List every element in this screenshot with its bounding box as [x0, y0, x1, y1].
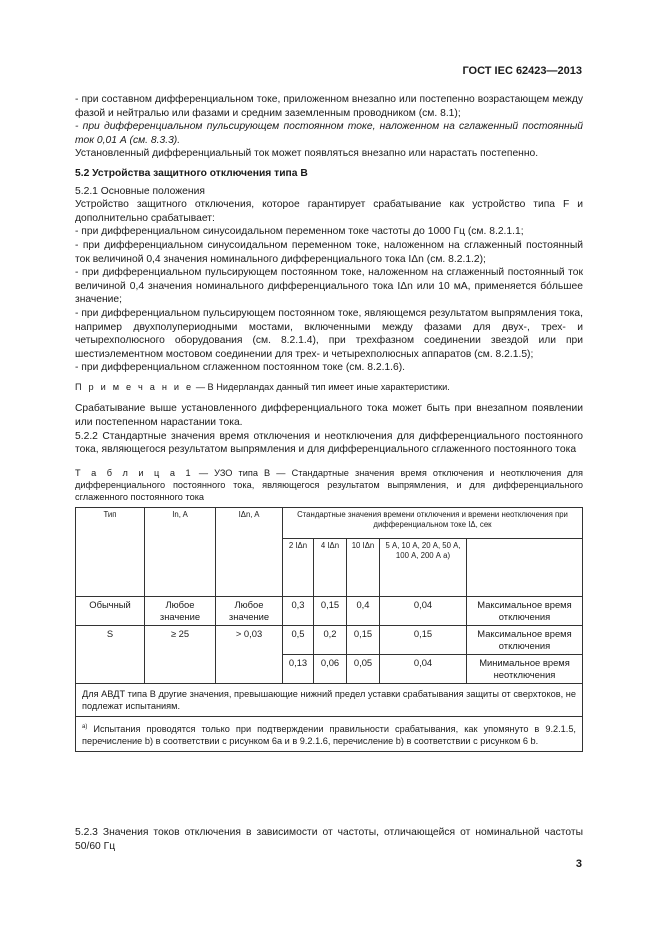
list-intro: Устройство защитного отключения, которое гарантирует срабатывание как устройство типа F и дополнительно срабатывает:: [75, 199, 583, 224]
cell: 0,15: [314, 596, 347, 625]
paragraph-italic: - при дифференциальном пульсирующем постоянном токе, наложенном на сглаженный постоянный ток 0,01 А (см. 8.3.3).: [75, 121, 583, 146]
cell: Обычный: [76, 596, 145, 625]
table-footnote-a: [76, 716, 583, 751]
header-current-values: 5 А, 10 А, 20 А, 50 А, 100 А, 200 А a): [380, 538, 467, 596]
cell: 0,3: [283, 596, 314, 625]
list-item: - при дифференциальном синусоидальном переменном токе частоты до 1000 Гц (см. 8.2.1.1;: [75, 226, 524, 238]
table-caption-label: Т а б л и ц а 1: [75, 467, 193, 478]
header-idn: IΔn, A: [216, 507, 283, 596]
header-times: Стандартные значения времени отключения и времени неотключения при дифференциальном токе IΔ, сек: [283, 507, 583, 538]
cell: Минимальное время неотключения: [467, 654, 583, 683]
paragraph: - при составном дифференциальном токе, приложенном внезапно или постепенно возрастающем между фазой и нейтралью или фазами и средним заземленным проводником (см. 8.1);: [75, 94, 583, 119]
cell: Максимальное время отключения: [467, 596, 583, 625]
cell: 0,15: [347, 625, 380, 654]
section-title: 5.2 Устройства защитного отключения типа В: [75, 167, 308, 179]
note-text: — В Нидерландах данный тип имеет иные характеристики.: [193, 381, 450, 392]
paragraph: 5.2.2 Стандартные значения время отключения и неотключения для дифференциального постоянного тока, являющегося результатом выпрямления и для дифференциального сглаженного постоянного тока: [75, 430, 583, 456]
cell: 0,06: [314, 654, 347, 683]
note-label: П р и м е ч а н и е: [75, 381, 194, 392]
list-item: - при дифференциальном пульсирующем постоянном токе, наложенном на сглаженный постоянный ток величиной 0,4 значения номинального дифференциального тока IΔn или 10 мА, применяется бо́льшее значение;: [75, 267, 583, 306]
header-in: In, A: [145, 507, 216, 596]
cell: 0,04: [380, 654, 467, 683]
page-number: 3: [575, 858, 582, 870]
header-2idn: 2 IΔn: [283, 538, 314, 596]
cell: 0,13: [283, 654, 314, 683]
note: [75, 381, 583, 395]
cell: 0,5: [283, 625, 314, 654]
footnote-mark: а): [82, 723, 88, 730]
cell: Любое значение: [145, 596, 216, 625]
paragraph: Установленный дифференциальный ток может появляться внезапно или нарастать постепенно.: [75, 148, 539, 160]
header-blank: [467, 538, 583, 596]
cell: 0,2: [314, 625, 347, 654]
document-header: ГОСТ IEC 62423—2013: [462, 65, 582, 77]
cell: > 0,03: [216, 625, 283, 683]
cell: Максимальное время отключения: [467, 625, 583, 654]
subsection-title: 5.2.1 Основные положения: [75, 185, 205, 197]
cell: 0,05: [347, 654, 380, 683]
header-10idn: 10 IΔn: [347, 538, 380, 596]
page-body: [75, 93, 583, 752]
list-item: - при дифференциальном синусоидальном переменном токе, наложенном на сглаженный постоянный ток величиной 0,4 значения номинального дифференциального тока IΔn (см. 8.2.1.2);: [75, 239, 583, 265]
list-item: - при дифференциальном сглаженном постоянном токе (см. 8.2.1.6).: [75, 362, 406, 374]
header-4idn: 4 IΔn: [314, 538, 347, 596]
cell: Любое значение: [216, 596, 283, 625]
list-item: - при дифференциальном пульсирующем постоянном токе, являющемся результатом выпрямления тока, например двухполупериодными мостами, включенными между фазами для двух-, трех- и четырехполюсного оборудования (см. 8.2.1.4), при трехфазном соединении звездой или при шестиэлементном мостовом соединении для трех- и четырехполюсных аппаратов (см. 8.2.1.5);: [75, 307, 583, 360]
header-type: Тип: [76, 507, 145, 596]
table-caption-text: — УЗО типа В — Стандартные значения время отключения и неотключения для дифференциального постоянного тока, являющегося результатом выпрямления, и для дифференциального сглаженного постоянного тока: [75, 467, 583, 502]
footnote-text: Испытания проводятся только при подтверждении правильности срабатывания, как упомянуто в 9.2.1.5, перечисление b) в соответствии с рисунком 6а и в 9.2.1.6, перечисление b) в соответствии с рисунком 6 b.: [82, 723, 576, 746]
table-caption: [75, 467, 583, 503]
paragraph: 5.2.3 Значения токов отключения в зависимости от частоты, отличающейся от номинальной частоты 50/60 Гц: [75, 827, 583, 852]
cell: 0,4: [347, 596, 380, 625]
table-1: [75, 507, 583, 752]
paragraph: Срабатывание выше установленного дифференциального тока может быть при внезапном появлении или постепенном нарастании тока.: [75, 403, 583, 429]
table-footnote: Для АВДТ типа В другие значения, превышающие нижний предел уставки срабатывания защиты от сверхтоков, не подлежат испытаниям.: [76, 683, 583, 716]
cell: 0,04: [380, 596, 467, 625]
cell: S: [76, 625, 145, 683]
cell: 0,15: [380, 625, 467, 654]
cell: ≥ 25: [145, 625, 216, 683]
